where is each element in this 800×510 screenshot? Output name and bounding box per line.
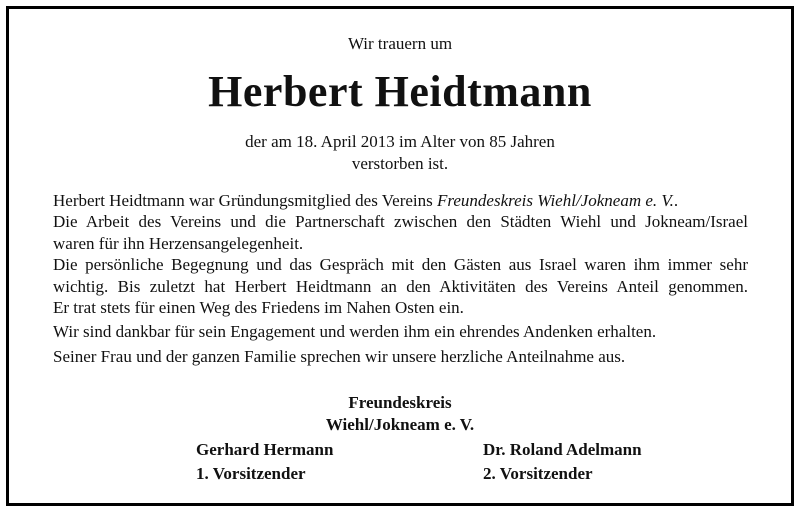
organization-location: Wiehl/Jokneam e. V. <box>325 415 475 434</box>
signatory-role: 1. Vorsitzender <box>196 464 306 483</box>
paragraph-line: Er trat stets für einen Weg des Friedens im Nahen Osten ein. <box>53 298 464 318</box>
organization-name: Freundeskreis <box>348 393 452 412</box>
paragraph-line: waren für ihn Herzensangelegenheit. <box>53 233 304 253</box>
paragraph-condolence <box>53 346 748 367</box>
paragraph-membership <box>53 190 748 318</box>
paragraph-line <box>53 190 748 211</box>
signatory-name: Gerhard Hermann <box>196 440 334 459</box>
signatory-second <box>483 438 642 486</box>
association-name: Freundeskreis Wiehl/Jokneam e. V. <box>437 191 674 210</box>
signatory-role: 2. Vorsitzender <box>483 464 593 483</box>
date-line: der am 18. April 2013 im Alter von 85 Jahren <box>245 132 555 151</box>
deceased-name: Herbert Heidtmann <box>208 67 592 116</box>
paragraph-line: wichtig. Bis zuletzt hat Herbert Heidtmann an den Aktivitäten des Vereins Anteil genommen. <box>53 276 748 296</box>
paragraph-line-text: Herbert Heidtmann war Gründungsmitglied des Vereins <box>53 191 437 210</box>
paragraph-line-text: . <box>673 191 679 210</box>
paragraph-gratitude <box>53 321 748 342</box>
passed-line: verstorben ist. <box>351 154 449 173</box>
signatory-first <box>196 438 333 486</box>
paragraph-line: Seiner Frau und der ganzen Familie sprechen wir unsere herzliche Anteilnahme aus. <box>53 347 626 366</box>
signatory-name: Dr. Roland Adelmann <box>483 440 642 459</box>
paragraph-line: Wir sind dankbar für sein Engagement und werden ihm ein ehrendes Andenken erhalten. <box>53 322 657 341</box>
paragraph-line: Die persönliche Begegnung und das Gespräch mit den Gästen aus Israel waren ihm immer sehr <box>53 255 748 275</box>
paragraph-line: Die Arbeit des Vereins und die Partnerschaft zwischen den Städten Wiehl und Jokneam/Israel <box>53 212 748 232</box>
intro-line: Wir trauern um <box>347 34 453 53</box>
